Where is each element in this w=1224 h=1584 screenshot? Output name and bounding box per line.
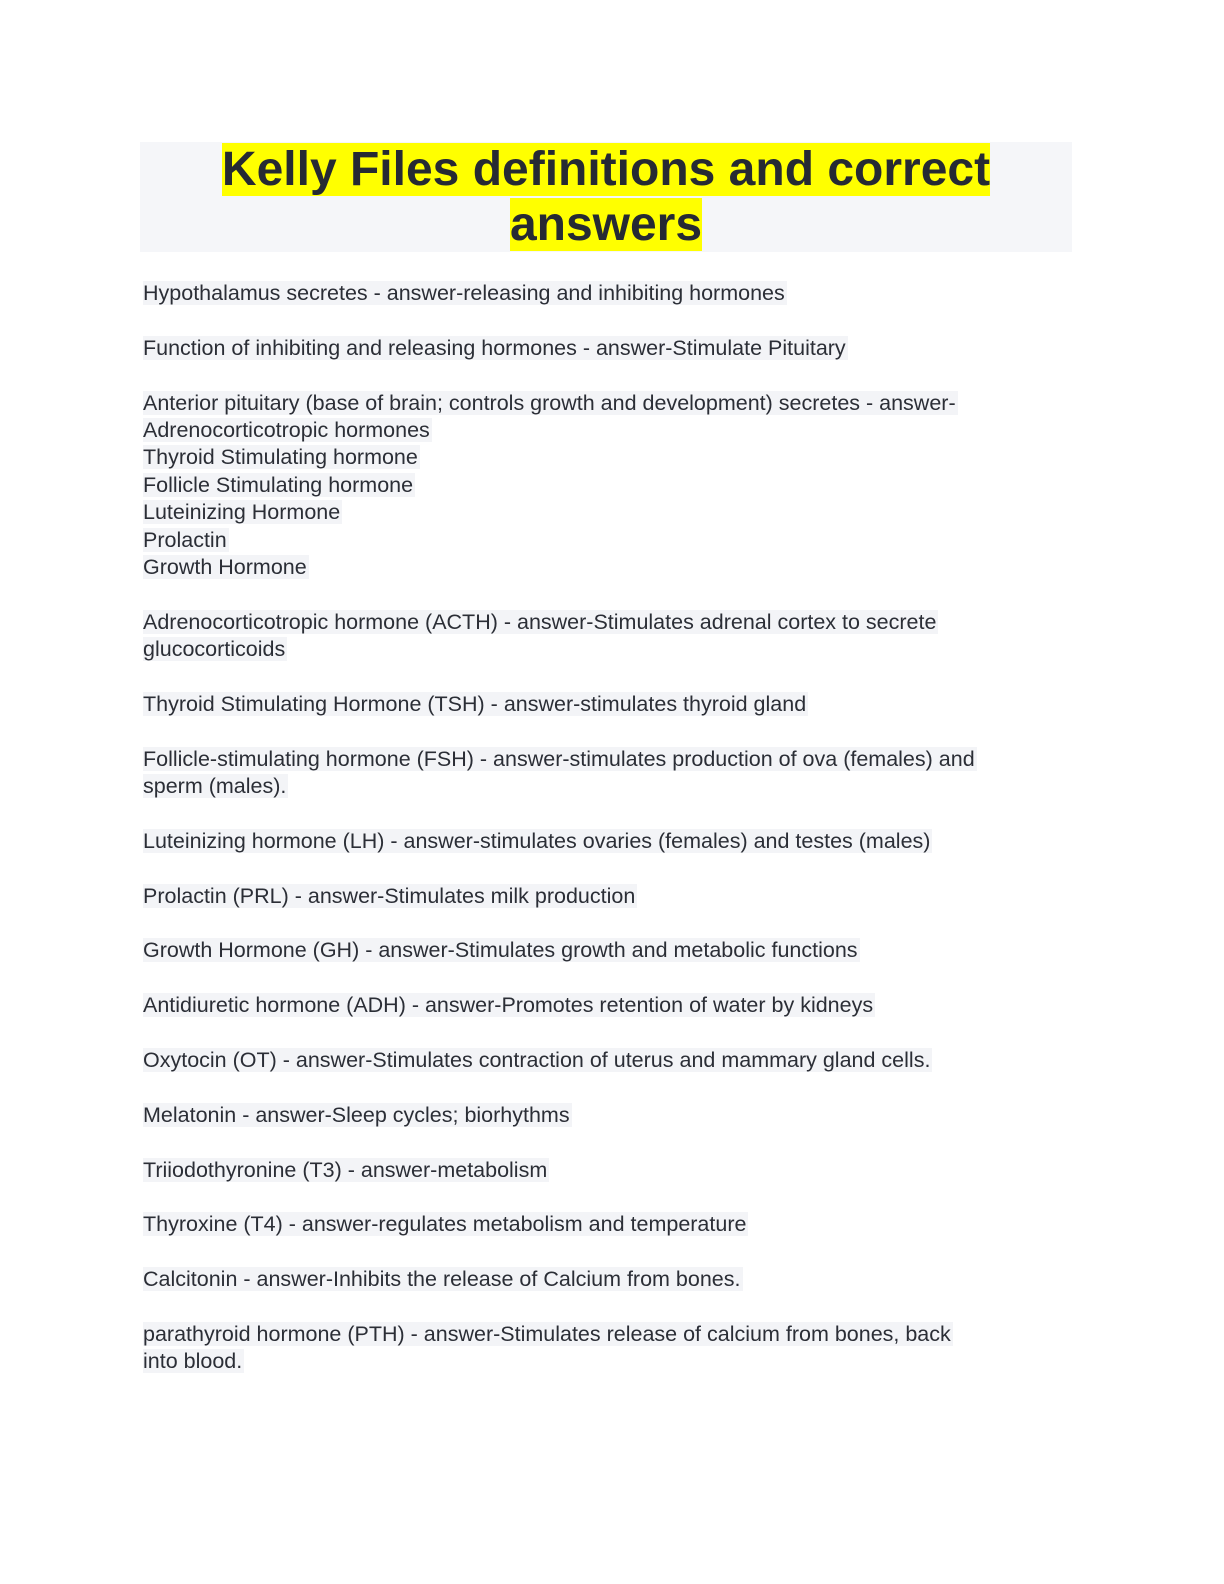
definition-line-wrap: [143, 1266, 1073, 1293]
definition-line: Prolactin (PRL) - answer-Stimulates milk production: [143, 883, 636, 908]
page-title-line-2: answers: [509, 198, 703, 251]
definition-entry: [143, 1047, 1073, 1074]
definition-line-wrap: [143, 1348, 1073, 1375]
definition-line: Growth Hormone (GH) - answer-Stimulates growth and metabolic functions: [143, 938, 858, 963]
title-block: [140, 142, 1072, 252]
definition-line-wrap: [143, 444, 1073, 471]
definition-entry: [143, 691, 1073, 718]
definition-line-wrap: [143, 773, 1073, 800]
definition-line-wrap: [143, 499, 1073, 526]
definition-line: Melatonin - answer-Sleep cycles; biorhythms: [143, 1102, 570, 1127]
definition-line: into blood.: [143, 1349, 243, 1374]
definition-line: Luteinizing hormone (LH) - answer-stimulates ovaries (females) and testes (males): [143, 828, 931, 853]
definition-entry: [143, 335, 1073, 362]
title-line-2-wrap: [140, 197, 1072, 252]
definition-line: Adrenocorticotropic hormone (ACTH) - answer-Stimulates adrenal cortex to secrete: [143, 609, 937, 634]
definition-line-wrap: [143, 1102, 1073, 1129]
definition-line: Thyroid Stimulating Hormone (TSH) - answer-stimulates thyroid gland: [143, 691, 807, 716]
definition-line-wrap: [143, 691, 1073, 718]
definition-line: Calcitonin - answer-Inhibits the release of Calcium from bones.: [143, 1267, 741, 1292]
definition-entry: [143, 883, 1073, 910]
definition-line: Function of inhibiting and releasing hormones - answer-Stimulate Pituitary: [143, 335, 846, 360]
definition-line-wrap: [143, 1321, 1073, 1348]
definition-entry: [143, 937, 1073, 964]
definition-line-wrap: [143, 937, 1073, 964]
definition-line-wrap: [143, 527, 1073, 554]
definition-entry: [143, 1211, 1073, 1238]
definition-line-wrap: [143, 335, 1073, 362]
definition-line-wrap: [143, 390, 1073, 417]
definition-entry: [143, 992, 1073, 1019]
definition-entry: [143, 746, 1073, 801]
definition-line-wrap: [143, 280, 1073, 307]
definition-entry: [143, 1321, 1073, 1376]
definition-line-wrap: [143, 472, 1073, 499]
definition-line-wrap: [143, 992, 1073, 1019]
definitions-list: [143, 280, 1073, 1403]
definition-entry: [143, 609, 1073, 664]
definition-line-wrap: [143, 1157, 1073, 1184]
definition-line-wrap: [143, 1211, 1073, 1238]
definition-line: Thyroid Stimulating hormone: [143, 445, 418, 470]
definition-line: Follicle-stimulating hormone (FSH) - answer-stimulates production of ova (females) and: [143, 746, 975, 771]
definition-line: Thyroxine (T4) - answer-regulates metabolism and temperature: [143, 1212, 747, 1237]
definition-line-wrap: [143, 883, 1073, 910]
definition-line: Prolactin: [143, 527, 227, 552]
page-title-line-1: Kelly Files definitions and correct: [221, 143, 991, 196]
definition-entry: [143, 1157, 1073, 1184]
definition-line: Luteinizing Hormone: [143, 500, 341, 525]
definition-line-wrap: [143, 636, 1073, 663]
definition-entry: [143, 1102, 1073, 1129]
definition-line: Growth Hormone: [143, 554, 307, 579]
definition-entry: [143, 828, 1073, 855]
definition-line-wrap: [143, 746, 1073, 773]
definition-line-wrap: [143, 417, 1073, 444]
definition-line-wrap: [143, 609, 1073, 636]
title-line-1-wrap: [140, 142, 1072, 197]
definition-line: Adrenocorticotropic hormones: [143, 417, 430, 442]
definition-line: Triiodothyronine (T3) - answer-metabolism: [143, 1157, 548, 1182]
definition-entry: [143, 280, 1073, 307]
definition-line: Antidiuretic hormone (ADH) - answer-Promotes retention of water by kidneys: [143, 993, 874, 1018]
definition-line: Hypothalamus secretes - answer-releasing and inhibiting hormones: [143, 281, 785, 305]
definition-line: Anterior pituitary (base of brain; controls growth and development) secretes - answer-: [143, 390, 956, 415]
definition-entry: [143, 1266, 1073, 1293]
definition-line: glucocorticoids: [143, 637, 286, 662]
definition-line-wrap: [143, 1047, 1073, 1074]
definition-line: Oxytocin (OT) - answer-Stimulates contraction of uterus and mammary gland cells.: [143, 1047, 931, 1072]
definition-line: Follicle Stimulating hormone: [143, 472, 414, 497]
definition-line: sperm (males).: [143, 774, 287, 799]
definition-line-wrap: [143, 554, 1073, 581]
definition-line: parathyroid hormone (PTH) - answer-Stimulates release of calcium from bones, back: [143, 1321, 951, 1346]
definition-line-wrap: [143, 828, 1073, 855]
definition-entry: [143, 390, 1073, 582]
